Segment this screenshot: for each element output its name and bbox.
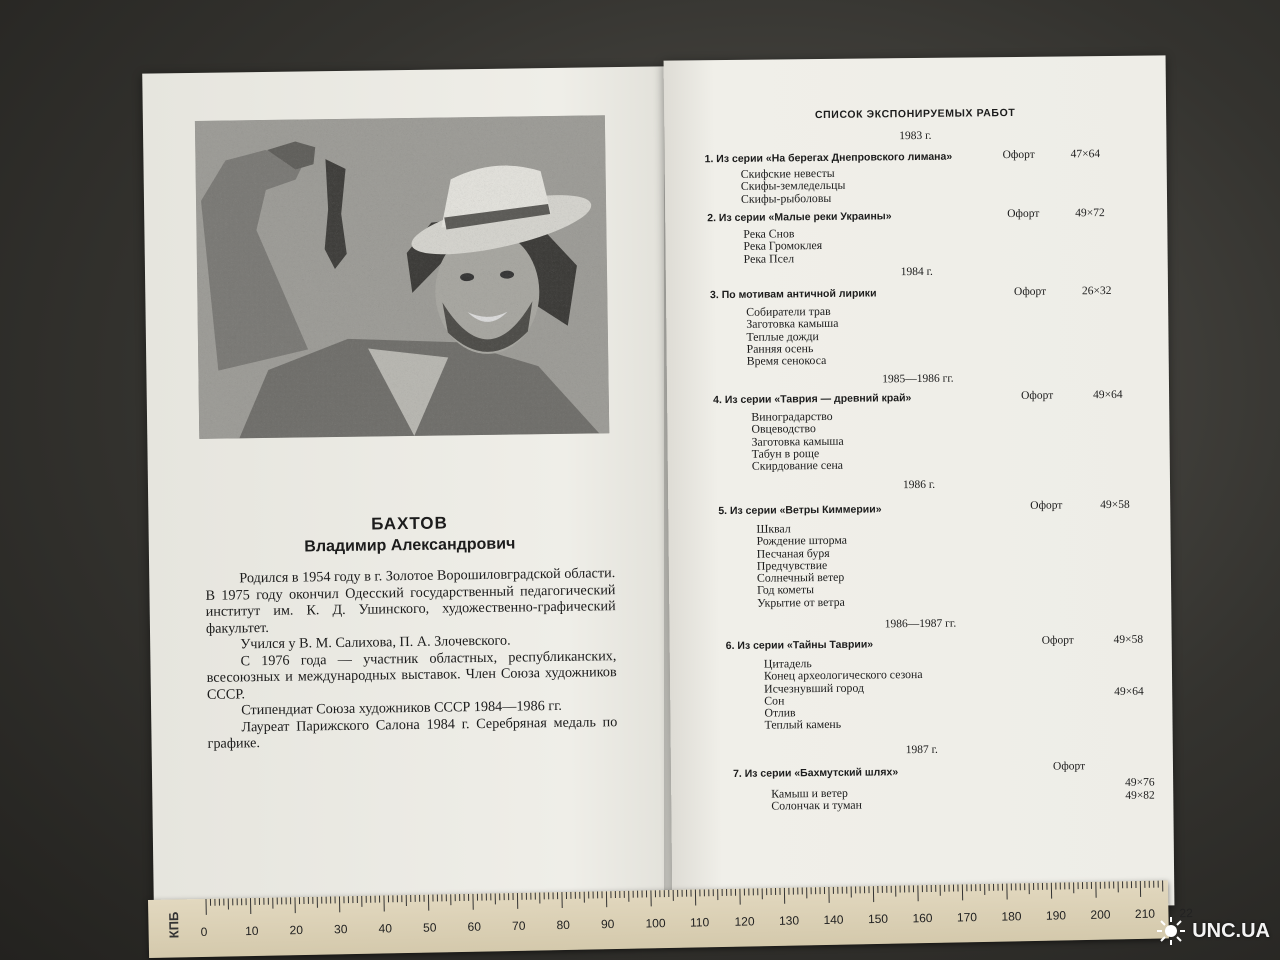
entry-3-title: 3. По мотивам античной лирики: [709, 287, 877, 302]
entry-1-title: 1. Из серии «На берегах Днепровского лимана»: [704, 150, 953, 166]
entry-1-technique: Офорт: [1002, 148, 1035, 162]
ruler-number: 60: [467, 919, 482, 934]
ruler-number: 160: [912, 910, 933, 926]
work-title: Рождение шторма: [756, 533, 848, 549]
entry-4-technique: Офорт: [1021, 389, 1054, 402]
artist-name-block: [148, 510, 671, 558]
ruler-number: 10: [244, 923, 259, 939]
work-title: Река Псел: [743, 250, 795, 266]
work-title: Теплые дожди: [746, 328, 819, 344]
ruler-number: 120: [734, 914, 755, 929]
work-title: Сон: [764, 693, 785, 708]
work-title: Скифы-земледельцы: [740, 178, 846, 194]
entry-2-works: [743, 227, 822, 265]
entry-1-works: [741, 167, 846, 205]
work-title: Камыш и ветер: [771, 785, 848, 801]
entry-7-size-secondary: 49×82: [1125, 789, 1155, 802]
entry-6-technique: Офорт: [1041, 634, 1074, 647]
entry-6-size-secondary: 49×64: [1114, 685, 1144, 698]
work-title: Теплый камень: [764, 717, 842, 733]
work-title: Скирдование сена: [751, 457, 844, 473]
work-title: Шквал: [756, 521, 791, 536]
work-title: Собиратели трав: [746, 303, 831, 319]
artist-surname: БАХТОВ: [371, 513, 448, 534]
ruler-number: 140: [823, 912, 844, 928]
work-title: Исчезнувший город: [764, 680, 865, 696]
artist-photo-image: [195, 115, 609, 439]
work-title: Табун в роще: [751, 445, 820, 461]
entry-5-works: [756, 522, 847, 609]
ruler-number: 100: [645, 916, 666, 931]
year-heading: 1986 г.: [902, 478, 936, 492]
work-title: Предчувствие: [756, 557, 828, 573]
entry-3-size: 26×32: [1081, 284, 1112, 298]
ruler-number: 190: [1045, 908, 1067, 923]
entry-1-size: 47×64: [1070, 148, 1101, 161]
ruler-number: 80: [556, 917, 571, 933]
entry-4-size: 49×64: [1093, 388, 1123, 402]
watermark-text: UNC.UA: [1192, 919, 1270, 942]
entry-7-technique: Офорт: [1052, 760, 1086, 773]
work-title: Река Снов: [743, 226, 795, 241]
entry-7-title: 7. Из серии «Бахмутский шлях»: [732, 766, 899, 780]
work-title: Цитадель: [763, 656, 812, 671]
entry-3-works: [746, 305, 839, 367]
bio-paragraph: С 1976 года — участник областных, республиканских, всесоюзных и международных выставок. Член Союза художников СССР.: [206, 647, 617, 703]
bio-paragraph: Лауреат Парижского Салона 1984 г. Серебряная медаль по графике.: [207, 713, 618, 752]
work-title: Отлив: [764, 705, 796, 720]
bio-paragraph: Родился в 1954 году в г. Золотое Ворошиловградской области. В 1975 году окончил Одесский государственный педагогический институт им. К. Д. Ушинского, художественно-графический факультет.: [205, 565, 616, 637]
ruler-number: 150: [867, 911, 889, 927]
left-page: [142, 66, 676, 905]
work-title: Река Громоклея: [743, 238, 823, 254]
bio-paragraph: Стипендиат Союза художников СССР 1984—1986 гг.: [241, 697, 563, 719]
artist-biography: [205, 565, 617, 752]
site-watermark: [1156, 916, 1270, 946]
ruler-number: 22: [1179, 905, 1193, 921]
work-title: Песчаная буря: [756, 545, 830, 561]
work-title: Конец археологического сезона: [763, 667, 923, 683]
ruler-number: 40: [378, 921, 393, 936]
work-title: Скифы-рыболовы: [740, 190, 832, 206]
sun-logo-icon: [1156, 916, 1186, 946]
year-heading: 1985—1986 гг.: [882, 372, 954, 386]
ruler-number: 0: [200, 924, 208, 939]
work-title: Ранняя осень: [746, 340, 814, 356]
work-title: Заготовка камыша: [746, 316, 839, 332]
entry-5-technique: Офорт: [1030, 499, 1063, 512]
entry-5-size: 49×58: [1100, 498, 1130, 512]
entry-7-size: 49×76: [1125, 776, 1155, 789]
entry-4-title: 4. Из серии «Таврия — древний край»: [713, 392, 912, 407]
year-heading: 1984 г.: [900, 265, 933, 279]
artist-fullname: Владимир Александрович: [304, 535, 516, 556]
entry-7-works: [771, 787, 862, 813]
work-title: Время сенокоса: [746, 353, 827, 368]
entry-6-title: 6. Из серии «Тайны Таврии»: [725, 638, 874, 653]
year-heading: 1986—1987 гг.: [884, 617, 957, 631]
artist-photo: [195, 115, 609, 439]
work-title: Овцеводство: [751, 421, 816, 437]
ruler-number: 170: [956, 910, 978, 925]
work-title: Солончак и туман: [771, 797, 862, 813]
year-heading: 1983 г.: [899, 129, 932, 143]
entry-6-size: 49×58: [1113, 633, 1144, 646]
entry-5-title: 5. Из серии «Ветры Киммерии»: [718, 503, 882, 518]
works-list-title: СПИСОК ЭКСПОНИРУЕМЫХ РАБОТ: [814, 106, 1016, 122]
ruler-number: 30: [333, 922, 348, 937]
ruler-number: 20: [289, 923, 304, 938]
entry-4-works: [751, 410, 844, 472]
work-title: Заготовка камыша: [751, 433, 844, 449]
ruler-number: 130: [778, 913, 800, 928]
entry-6-works: [764, 656, 923, 731]
ruler-brand-label: КПБ: [166, 911, 182, 939]
entry-2-size: 49×72: [1075, 207, 1105, 220]
bio-paragraph: Учился у В. М. Салихова, П. А. Злочевского.: [240, 632, 511, 653]
right-page: [664, 55, 1175, 910]
work-title: Виноградарство: [751, 408, 833, 424]
entry-3-technique: Офорт: [1013, 285, 1047, 298]
work-title: Скифские невесты: [740, 165, 835, 181]
entry-2-title: 2. Из серии «Малые реки Украины»: [707, 210, 892, 225]
ruler-number: 200: [1090, 907, 1111, 922]
ruler-number: 70: [511, 918, 526, 934]
ruler-number: 50: [422, 920, 437, 935]
work-title: Укрытие от ветра: [757, 594, 845, 610]
work-title: Солнечный ветер: [756, 569, 845, 585]
work-title: Год кометы: [757, 582, 815, 598]
ruler-number: 90: [600, 917, 615, 932]
ruler-number: 210: [1134, 906, 1156, 922]
entry-2-technique: Офорт: [1007, 207, 1040, 221]
ruler-number: 110: [689, 915, 710, 930]
ruler-number: 180: [1001, 909, 1022, 924]
year-heading: 1987 г.: [905, 743, 938, 757]
